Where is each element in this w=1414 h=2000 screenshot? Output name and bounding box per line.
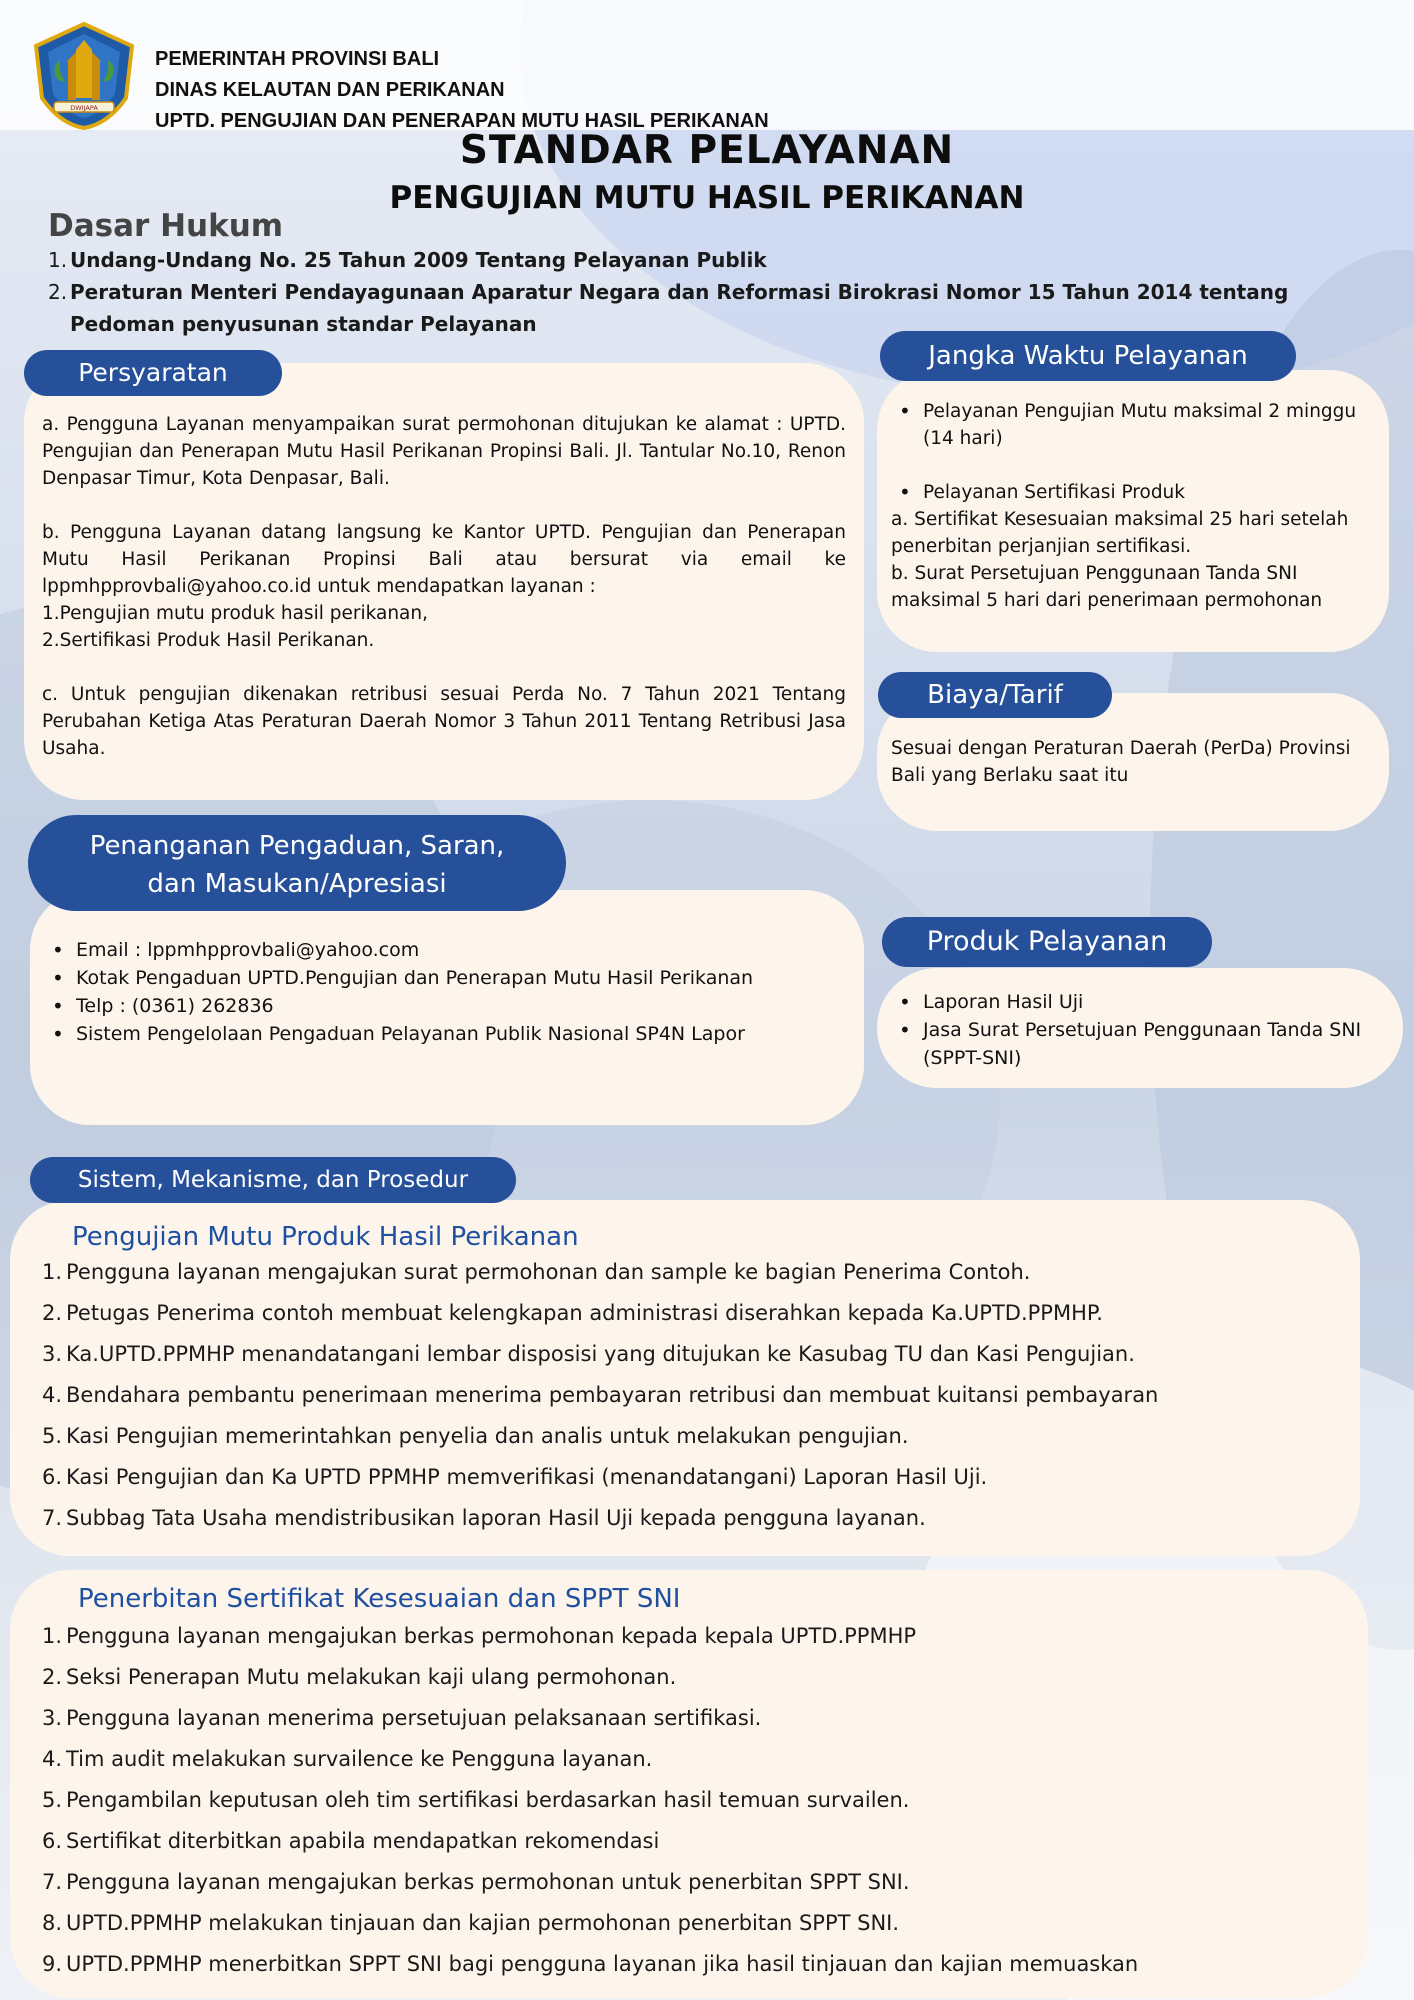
list-item bbox=[42, 1293, 1350, 1334]
step-text: Pengguna layanan menerima persetujuan pelaksanaan sertifikasi. bbox=[66, 1706, 762, 1730]
step-number: 2. bbox=[42, 1301, 63, 1325]
list-item bbox=[42, 1903, 1358, 1944]
step-text: Seksi Penerapan Mutu melakukan kaji ulang permohonan. bbox=[66, 1665, 677, 1689]
bali-emblem-logo bbox=[28, 20, 140, 132]
persyaratan-heading: Persyaratan bbox=[78, 358, 228, 387]
persyaratan-heading-pill bbox=[24, 350, 282, 396]
list-item bbox=[42, 1375, 1350, 1416]
dasar-hukum-list bbox=[48, 244, 1378, 340]
list-item: • Sistem Pengelolaan Pengaduan Pelayanan Publik Nasional SP4N Lapor bbox=[44, 1020, 850, 1048]
step-text: Pengambilan keputusan oleh tim sertifikasi berdasarkan hasil temuan survailen. bbox=[66, 1788, 910, 1812]
penerbitan-steps bbox=[42, 1616, 1358, 1985]
jangka-waktu-heading-pill bbox=[880, 331, 1296, 381]
list-item: • Email : lppmhpprovbali@yahoo.com bbox=[44, 936, 850, 964]
list-item: • Kotak Pengaduan UPTD.Pengujian dan Penerapan Mutu Hasil Perikanan bbox=[44, 964, 850, 992]
step-number: 3. bbox=[42, 1706, 63, 1730]
step-number: 6. bbox=[42, 1465, 63, 1489]
step-number: 1. bbox=[42, 1260, 63, 1284]
list-item bbox=[42, 1457, 1350, 1498]
step-text: UPTD.PPMHP menerbitkan SPPT SNI bagi pengguna layanan jika hasil tinjauan dan kajian memuaskan bbox=[66, 1952, 1139, 1976]
item-text: Peraturan Menteri Pendayagunaan Aparatur Negara dan Reformasi Birokrasi Nomor 15 Tahun 2014 tentang Pedoman penyusunan standar Pelayanan bbox=[70, 280, 1289, 336]
persyaratan-c: c. Untuk pengujian dikenakan retribusi sesuai Perda No. 7 Tahun 2021 Tentang Perubahan Ketiga Atas Peraturan Daerah Nomor 3 Tahun 2011 Tentang Retribusi Jasa Usaha. bbox=[42, 684, 846, 759]
step-text: Tim audit melakukan survailence ke Pengguna layanan. bbox=[66, 1747, 653, 1771]
biaya-text: Sesuai dengan Peraturan Daerah (PerDa) Provinsi Bali yang Berlaku saat itu bbox=[891, 738, 1351, 786]
list-item: • Pelayanan Sertifikasi Produk bbox=[891, 479, 1381, 506]
produk-panel bbox=[877, 968, 1403, 1088]
page-title: STANDAR PELAYANAN bbox=[459, 128, 955, 173]
persyaratan-b-item: 1.Pengujian mutu produk hasil perikanan, bbox=[42, 603, 428, 624]
list-item bbox=[42, 1944, 1358, 1985]
step-text: Pengguna layanan mengajukan berkas permohonan kepada kepala UPTD.PPMHP bbox=[66, 1624, 917, 1648]
list-item bbox=[42, 1657, 1358, 1698]
list-item bbox=[42, 1416, 1350, 1457]
sistem-heading-pill bbox=[30, 1157, 516, 1203]
list-item bbox=[42, 1862, 1358, 1903]
persyaratan-b bbox=[42, 519, 846, 600]
step-text: Ka.UPTD.PPMHP menandatangani lembar disposisi yang ditujukan ke Kasubag TU dan Kasi Pengujian. bbox=[66, 1342, 1135, 1366]
pengujian-steps bbox=[42, 1252, 1350, 1539]
header-line-department: DINAS KELAUTAN DAN PERIKANAN bbox=[155, 79, 505, 101]
step-number: 7. bbox=[42, 1506, 63, 1530]
list-item: • Telp : (0361) 262836 bbox=[44, 992, 850, 1020]
pengujian-title: Pengujian Mutu Produk Hasil Perikanan bbox=[72, 1222, 579, 1252]
step-number: 6. bbox=[42, 1829, 63, 1853]
header-institution bbox=[155, 44, 769, 137]
pengaduan-heading-line2: dan Masukan/Apresiasi bbox=[147, 869, 447, 899]
header-line-unit: UPTD. PENGUJIAN DAN PENERAPAN MUTU HASIL PERIKANAN bbox=[155, 110, 769, 132]
persyaratan-b-text: b. Pengguna Layanan datang langsung ke Kantor UPTD. Pengujian dan Penerapan Mutu Hasil Perikanan Propinsi Bali atau bersurat via email ke lppmhpprovbali@yahoo.co.id untuk mendapatkan layanan : bbox=[42, 522, 846, 597]
step-number: 4. bbox=[42, 1747, 63, 1771]
list-item bbox=[42, 1616, 1358, 1657]
step-number: 1. bbox=[42, 1624, 63, 1648]
pengaduan-heading-line1: Penanganan Pengaduan, Saran, bbox=[89, 831, 505, 861]
list-item bbox=[42, 1498, 1350, 1539]
biaya-heading-pill bbox=[878, 672, 1112, 718]
step-number: 7. bbox=[42, 1870, 63, 1894]
list-item bbox=[42, 1739, 1358, 1780]
list-item: • Laporan Hasil Uji bbox=[891, 988, 1393, 1016]
step-text: Bendahara pembantu penerimaan menerima pembayaran retribusi dan membuat kuitansi pembayaran bbox=[66, 1383, 1159, 1407]
step-number: 8. bbox=[42, 1911, 63, 1935]
produk-heading: Produk Pelayanan bbox=[926, 926, 1168, 957]
step-text: Kasi Pengujian memerintahkan penyelia dan analis untuk melakukan pengujian. bbox=[66, 1424, 909, 1448]
list-item bbox=[42, 1821, 1358, 1862]
penerbitan-title: Penerbitan Sertifikat Kesesuaian dan SPPT SNI bbox=[78, 1584, 681, 1614]
pengaduan-heading-pill bbox=[28, 815, 566, 911]
list-item bbox=[42, 1698, 1358, 1739]
step-number: 3. bbox=[42, 1342, 63, 1366]
step-number: 9. bbox=[42, 1952, 63, 1976]
produk-list bbox=[891, 988, 1393, 1072]
step-text: Subbag Tata Usaha mendistribusikan laporan Hasil Uji kepada pengguna layanan. bbox=[66, 1506, 926, 1530]
list-item bbox=[42, 1780, 1358, 1821]
logo-caption: DWIJAPA bbox=[70, 104, 98, 112]
step-text: UPTD.PPMHP melakukan tinjauan dan kajian permohonan penerbitan SPPT SNI. bbox=[66, 1911, 900, 1935]
biaya-heading: Biaya/Tarif bbox=[927, 680, 1063, 710]
penerbitan-panel bbox=[10, 1570, 1368, 1998]
list-item bbox=[42, 1334, 1350, 1375]
step-number: 2. bbox=[42, 1665, 63, 1689]
step-number: 5. bbox=[42, 1788, 63, 1812]
jangka-waktu-panel bbox=[877, 370, 1389, 652]
jangka-waktu-sub-a: a. Sertifikat Kesesuaian maksimal 25 hari setelah penerbitan perjanjian sertifikasi. bbox=[891, 509, 1349, 557]
persyaratan-a: a. Pengguna Layanan menyampaikan surat permohonan ditujukan ke alamat : UPTD. Pengujian dan Penerapan Mutu Hasil Perikanan Propinsi Bali. Jl. Tantular No.10, Renon Denpasar Timur, Kota Denpasar, Bali. bbox=[42, 414, 846, 489]
dasar-hukum-heading: Dasar Hukum bbox=[48, 208, 284, 244]
list-item bbox=[42, 1252, 1350, 1293]
item-number: 1. bbox=[48, 248, 68, 272]
list-item: • Pelayanan Pengujian Mutu maksimal 2 minggu (14 hari) bbox=[891, 398, 1381, 452]
step-number: 5. bbox=[42, 1424, 63, 1448]
jangka-waktu-heading: Jangka Waktu Pelayanan bbox=[928, 341, 1248, 371]
step-text: Sertifikat diterbitkan apabila mendapatkan rekomendasi bbox=[66, 1829, 660, 1853]
item-text: Undang-Undang No. 25 Tahun 2009 Tentang Pelayanan Publik bbox=[70, 248, 767, 272]
pengaduan-panel bbox=[30, 890, 864, 1125]
list-item bbox=[48, 244, 1378, 276]
step-text: Pengguna layanan mengajukan surat permohonan dan sample ke bagian Penerima Contoh. bbox=[66, 1260, 1031, 1284]
list-item: • Jasa Surat Persetujuan Penggunaan Tanda SNI (SPPT-SNI) bbox=[891, 1016, 1393, 1072]
item-number: 2. bbox=[48, 280, 68, 304]
step-text: Pengguna layanan mengajukan berkas permohonan untuk penerbitan SPPT SNI. bbox=[66, 1870, 910, 1894]
jangka-waktu-list bbox=[891, 398, 1381, 506]
sistem-heading: Sistem, Mekanisme, dan Prosedur bbox=[77, 1167, 469, 1193]
produk-heading-pill bbox=[882, 917, 1212, 967]
step-text: Petugas Penerima contoh membuat kelengkapan administrasi diserahkan kepada Ka.UPTD.PPMHP. bbox=[66, 1301, 1103, 1325]
header-line-province: PEMERINTAH PROVINSI BALI bbox=[155, 48, 440, 70]
page-subtitle: PENGUJIAN MUTU HASIL PERIKANAN bbox=[389, 180, 1025, 216]
persyaratan-panel bbox=[24, 363, 864, 800]
pengaduan-list bbox=[44, 936, 850, 1048]
step-text: Kasi Pengujian dan Ka UPTD PPMHP memverifikasi (menandatangani) Laporan Hasil Uji. bbox=[66, 1465, 988, 1489]
step-number: 4. bbox=[42, 1383, 63, 1407]
jangka-waktu-sub-b: b. Surat Persetujuan Penggunaan Tanda SNI maksimal 5 hari dari penerimaan permohonan bbox=[891, 563, 1323, 611]
persyaratan-body bbox=[42, 411, 846, 762]
persyaratan-b-item: 2.Sertifikasi Produk Hasil Perikanan. bbox=[42, 630, 375, 651]
pengujian-panel bbox=[10, 1200, 1360, 1556]
